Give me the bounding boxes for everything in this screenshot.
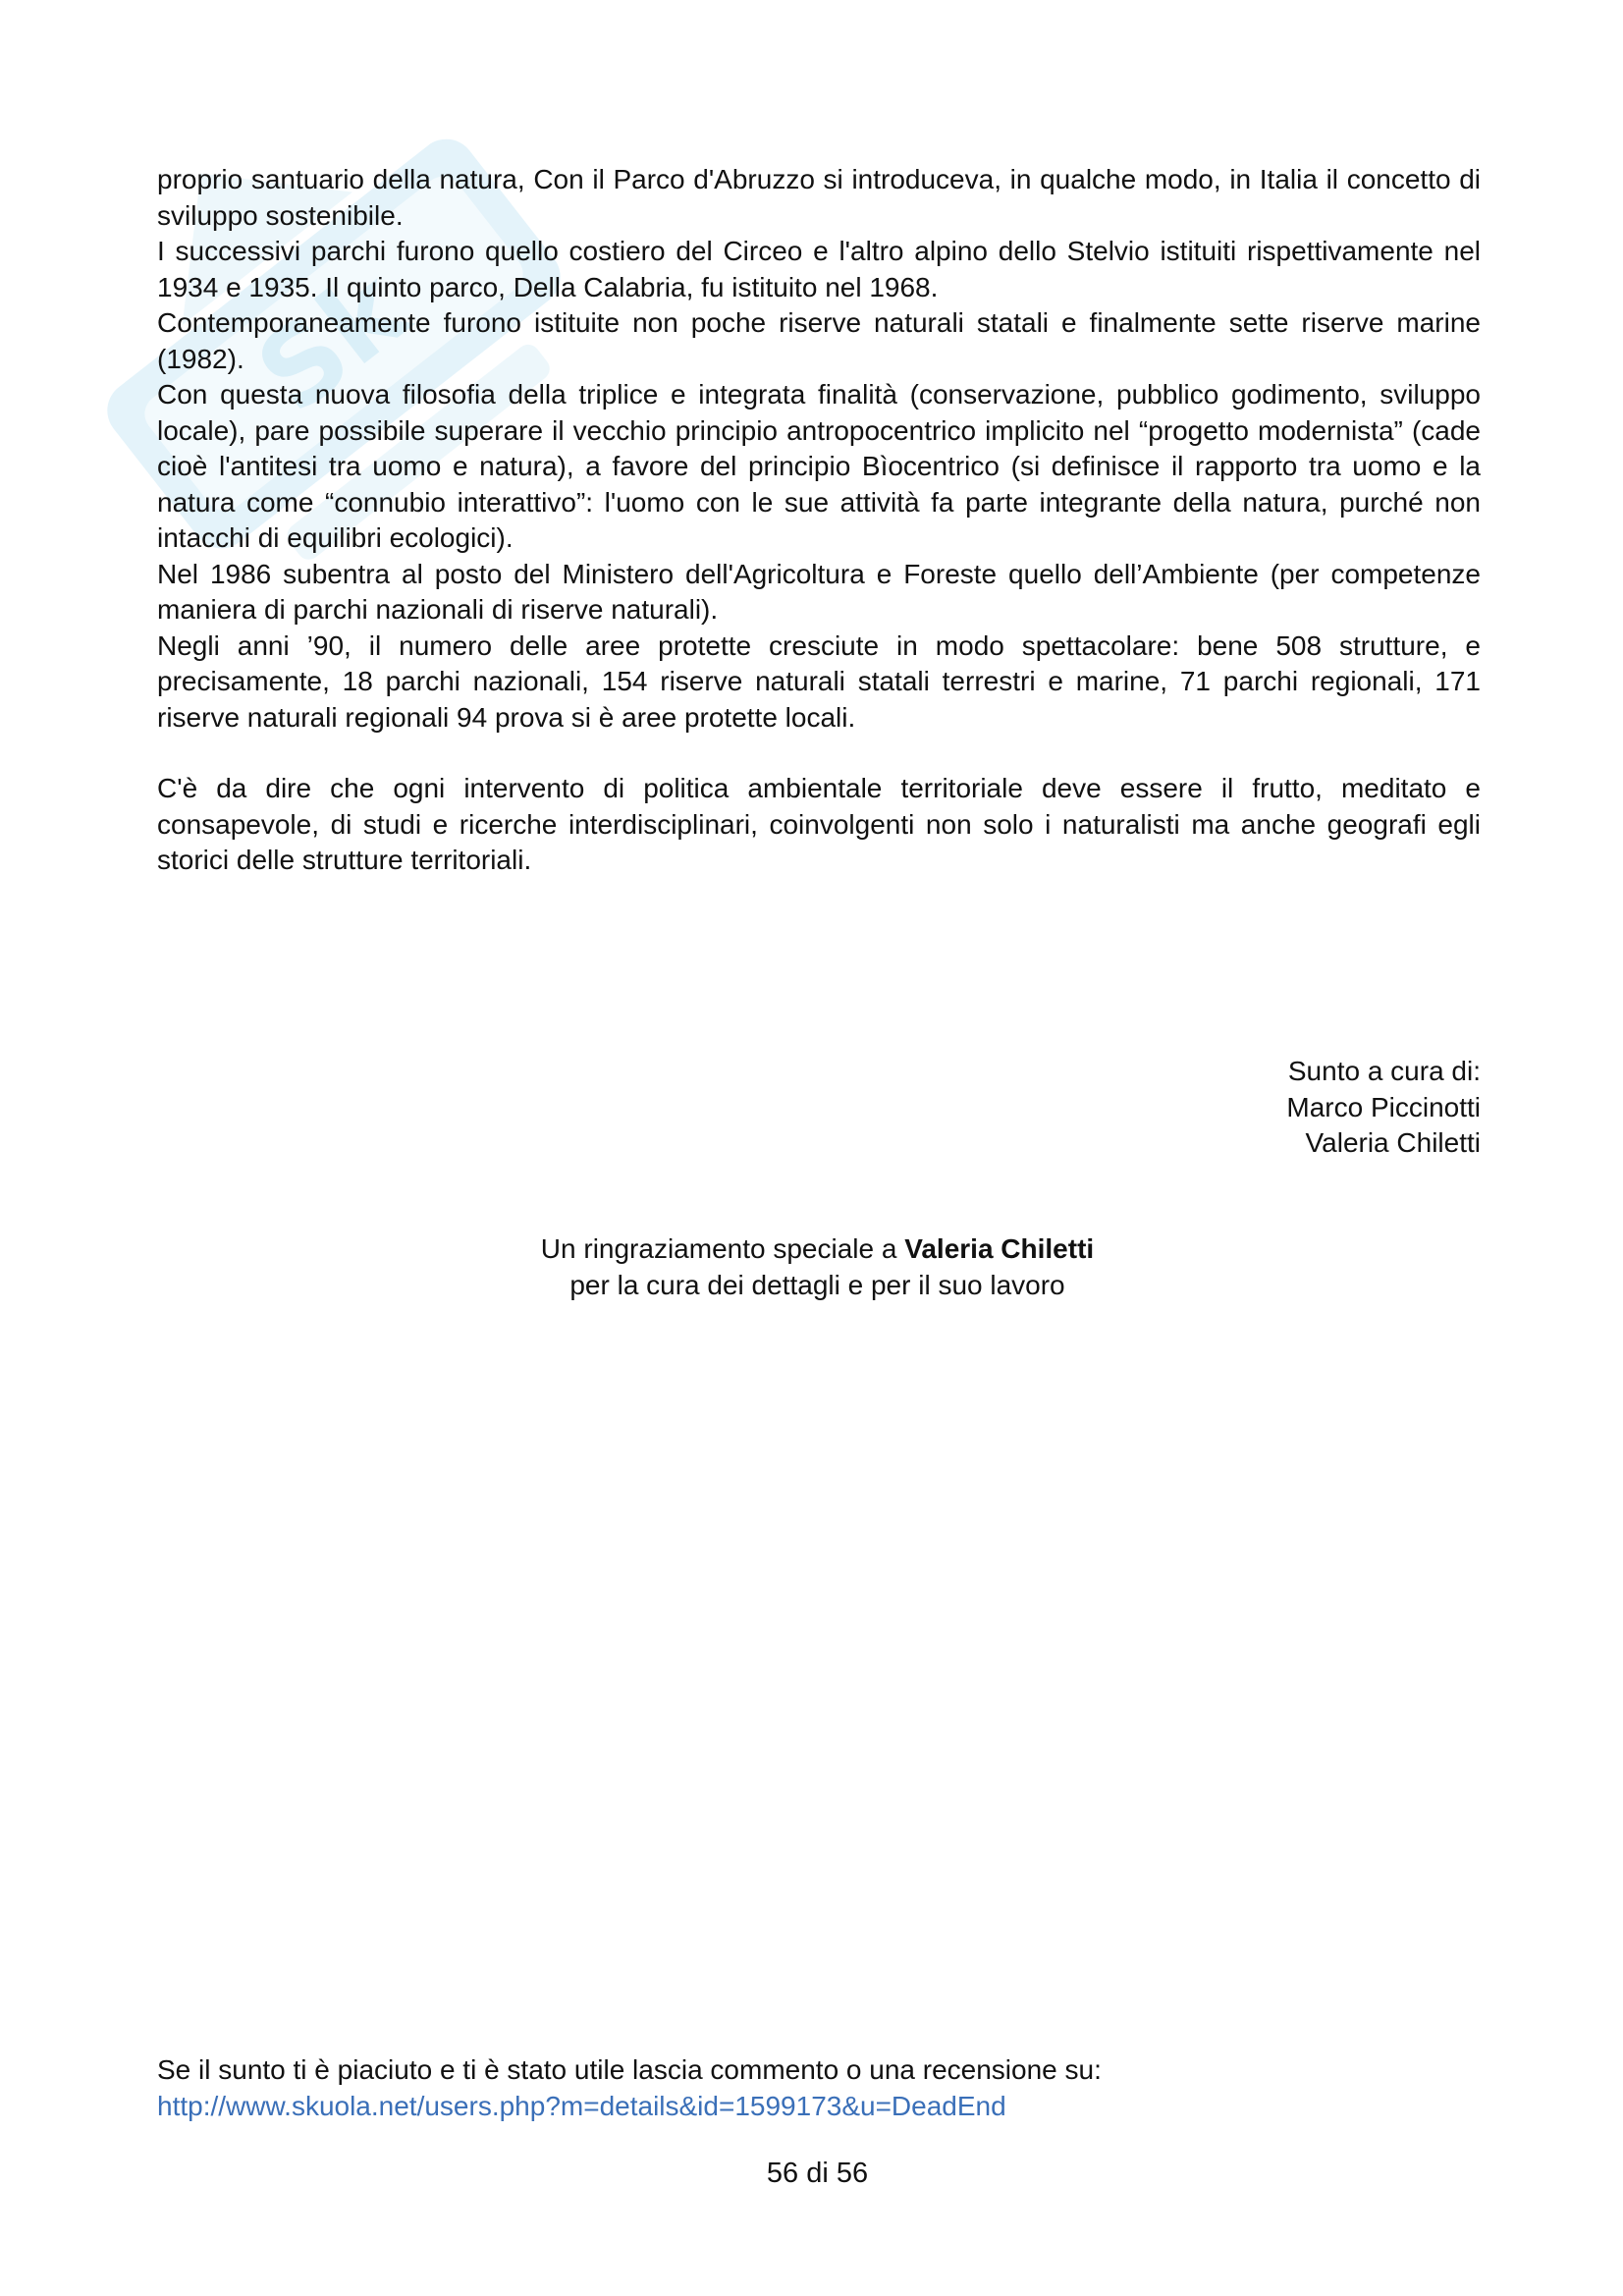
acknowledgement-reason: per la cura dei dettagli e per il suo lavoro [569,1269,1065,1300]
page-number: 56 di 56 [766,2158,869,2189]
review-link[interactable]: http://www.skuola.net/users.php?m=details&id=1599173&u=DeadEnd [157,2090,1006,2121]
paragraph: Contemporaneamente furono istituite non poche riserve naturali statali e finalmente sette riserve marine (1982). [157,307,1481,374]
acknowledgement-prefix: Un ringraziamento speciale a [540,1233,905,1264]
paragraph-spacer [157,736,1481,771]
author-name: Valeria Chiletti [1305,1127,1481,1158]
author-signature [1286,1054,1481,1162]
paragraph: I successivi parchi furono quello costiero del Circeo e l'altro alpino dello Stelvio istituiti rispettivamente nel 1934 e 1935. Il quinto parco, Della Calabria, fu istituito nel 1968. [157,236,1481,302]
author-name: Marco Piccinotti [1286,1091,1481,1122]
closing-paragraph: C'è da dire che ogni intervento di politica ambientale territoriale deve essere il frutto, meditato e consapevole, di studi e ricerche interdisciplinari, coinvolgenti non solo i naturalisti ma anche geografi egli storici delle strutture territoriali. [157,773,1481,875]
paragraph: Negli anni ’90, il numero delle aree protette cresciute in modo spettacolare: bene 508 strutture, e precisamente, 18 parchi nazionali, 154 riserve naturali statali terrestri e marine, 71 parchi regionali, 171 riserve naturali regionali 94 prova si è aree protette locali. [157,629,1481,733]
paragraph: Nel 1986 subentra al posto del Ministero dell'Agricoltura e Foreste quello dell’Ambiente (per competenze maniera di parchi nazionali di riserve naturali). [157,558,1481,625]
document-body [157,162,1481,879]
paragraph: proprio santuario della natura, Con il Parco d'Abruzzo si introduceva, in qualche modo, in Italia il concetto di sviluppo sostenibile. [157,164,1481,231]
acknowledgement [0,1231,1623,1303]
acknowledged-name: Valeria Chiletti [904,1233,1095,1264]
acknowledgement-line [0,1231,1623,1268]
review-request-text: Se il sunto ti è piaciuto e ti è stato utile lascia commento o una recensione su: [157,2054,1102,2085]
svg-text:Sk: Sk [234,246,430,437]
paragraph: Con questa nuova filosofia della triplice e integrata finalità (conservazione, pubblico godimento, sviluppo locale), pare possibile superare il vecchio principio antropocentrico implicito nel “progetto modernista” (cade cioè l'antitesi tra uomo e natura), a favore del principio Bìocentrico (si definisce il rapporto tra uomo e la natura come “connubio interattivo”: l'uomo con le sue attività fa parte integrante della natura, purché non intacchi di equilibri ecologici). [157,379,1481,553]
review-request [157,2052,1102,2124]
signature-heading: Sunto a cura di: [1287,1056,1481,1086]
